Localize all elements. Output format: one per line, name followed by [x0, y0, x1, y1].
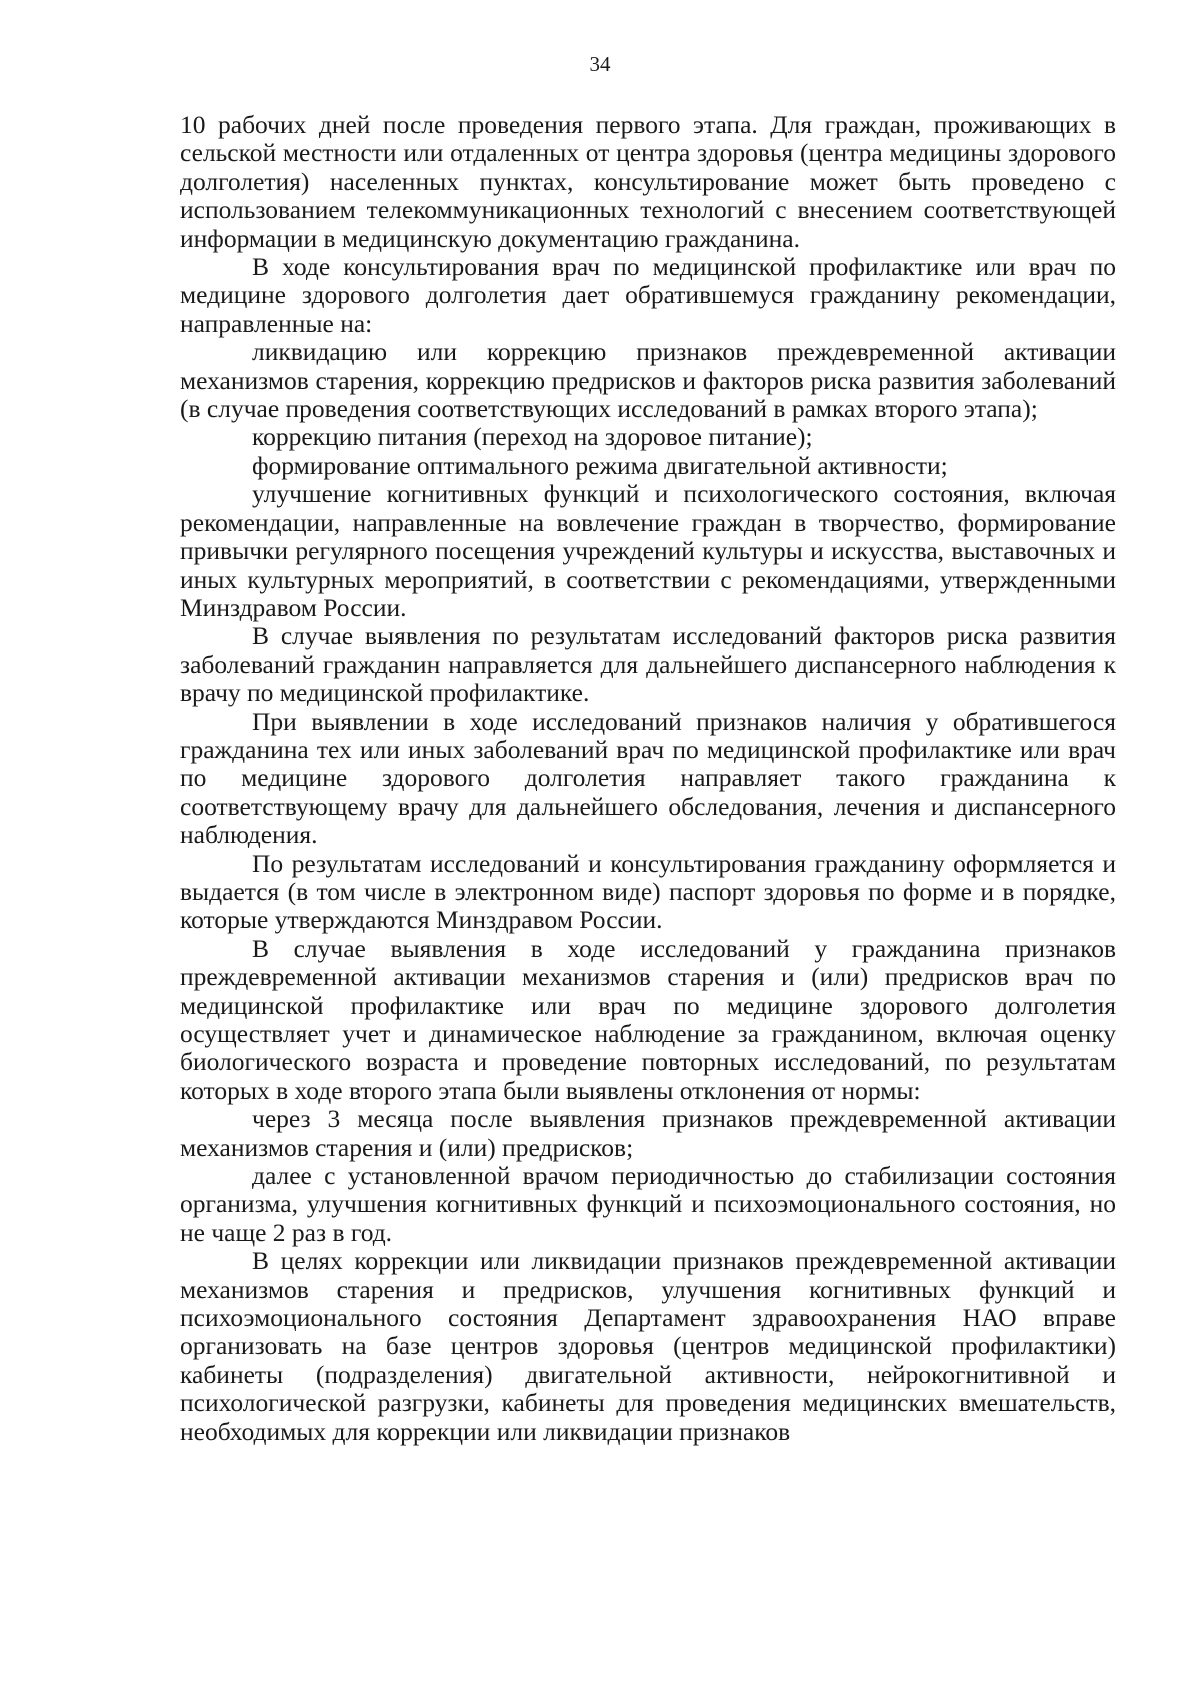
- page-number: 34: [589, 52, 611, 76]
- paragraph-continuation: 10 рабочих дней после проведения первого этапа. Для граждан, проживающих в сельской местности или отдаленных от центра здоровья (центра медицины здорового долголетия) населенных пунктах, консультирование может быть проведено с использованием телекоммуникационных технологий с внесением соответствующей информации в медицинскую документацию гражданина.: [180, 110, 1116, 253]
- paragraph-health-passport: По результатам исследований и консультирования гражданину оформляется и выдается (в том числе в электронном виде) паспорт здоровья по форме и в порядке, которые утверждаются Минздравом России.: [180, 848, 1116, 935]
- paragraph-risk-factors: В случае выявления по результатам исследований факторов риска развития заболеваний гражданин направляется для дальнейшего диспансерного наблюдения к врачу по медицинской профилактике.: [180, 621, 1116, 708]
- list-item-nutrition: коррекцию питания (переход на здоровое питание);: [252, 422, 813, 452]
- list-item-physical-activity: формирование оптимального режима двигательной активности;: [252, 450, 948, 480]
- body-text: [180, 111, 1116, 1446]
- list-item-three-months: через 3 месяца после выявления признаков преждевременной активации механизмов старения и (или) предрисков;: [180, 1104, 1116, 1162]
- paragraph-dynamic-observation: В случае выявления в ходе исследований у гражданина признаков преждевременной активации механизмов старения и (или) предрисков врач по медицинской профилактике или врач по медицине здорового долголетия осуществляет учет и динамическое наблюдение за гражданином, включая оценку биологического возраста и проведение повторных исследований, по результатам которых в ходе второго этапа были выявлены отклонения от нормы:: [180, 933, 1116, 1105]
- paragraph-department-offices: В целях коррекции или ликвидации признаков преждевременной активации механизмов старения и предрисков, улучшения когнитивных функций и психоэмоционального состояния Департамент здравоохранения НАО вправе организовать на базе центров здоровья (центров медицинской профилактики) кабинеты (подразделения) двигательной активности, нейрокогнитивной и психологической разгрузки, кабинеты для проведения медицинских вмешательств, необходимых для коррекции или ликвидации признаков: [180, 1246, 1116, 1446]
- list-item-cognitive-functions: улучшение когнитивных функций и психологического состояния, включая рекомендации, направленные на вовлечение граждан в творчество, формирование привычки регулярного посещения учреждений культуры и искусства, выставочных и иных культурных мероприятий, в соответствии с рекомендациями, утвержденными Минздравом России.: [180, 479, 1116, 622]
- list-item-aging-correction: ликвидацию или коррекцию признаков преждевременной активации механизмов старения, коррекцию предрисков и факторов риска развития заболеваний (в случае проведения соответствующих исследований в рамках второго этапа);: [180, 337, 1116, 424]
- paragraph-disease-referral: При выявлении в ходе исследований признаков наличия у обратившегося гражданина тех или иных заболеваний врач по медицинской профилактике или врач по медицине здорового долголетия направляет такого гражданина к соответствующему врачу для дальнейшего обследования, лечения и диспансерного наблюдения.: [180, 706, 1116, 850]
- paragraph-consultation-recommendations: В ходе консультирования врач по медицинской профилактике или врач по медицине здорового долголетия дает обратившемуся гражданину рекомендации, направленные на:: [180, 252, 1116, 338]
- list-item-periodicity: далее с установленной врачом периодичностью до стабилизации состояния организма, улучшения когнитивных функций и психоэмоционального состояния, но не чаще 2 раз в год.: [180, 1161, 1116, 1247]
